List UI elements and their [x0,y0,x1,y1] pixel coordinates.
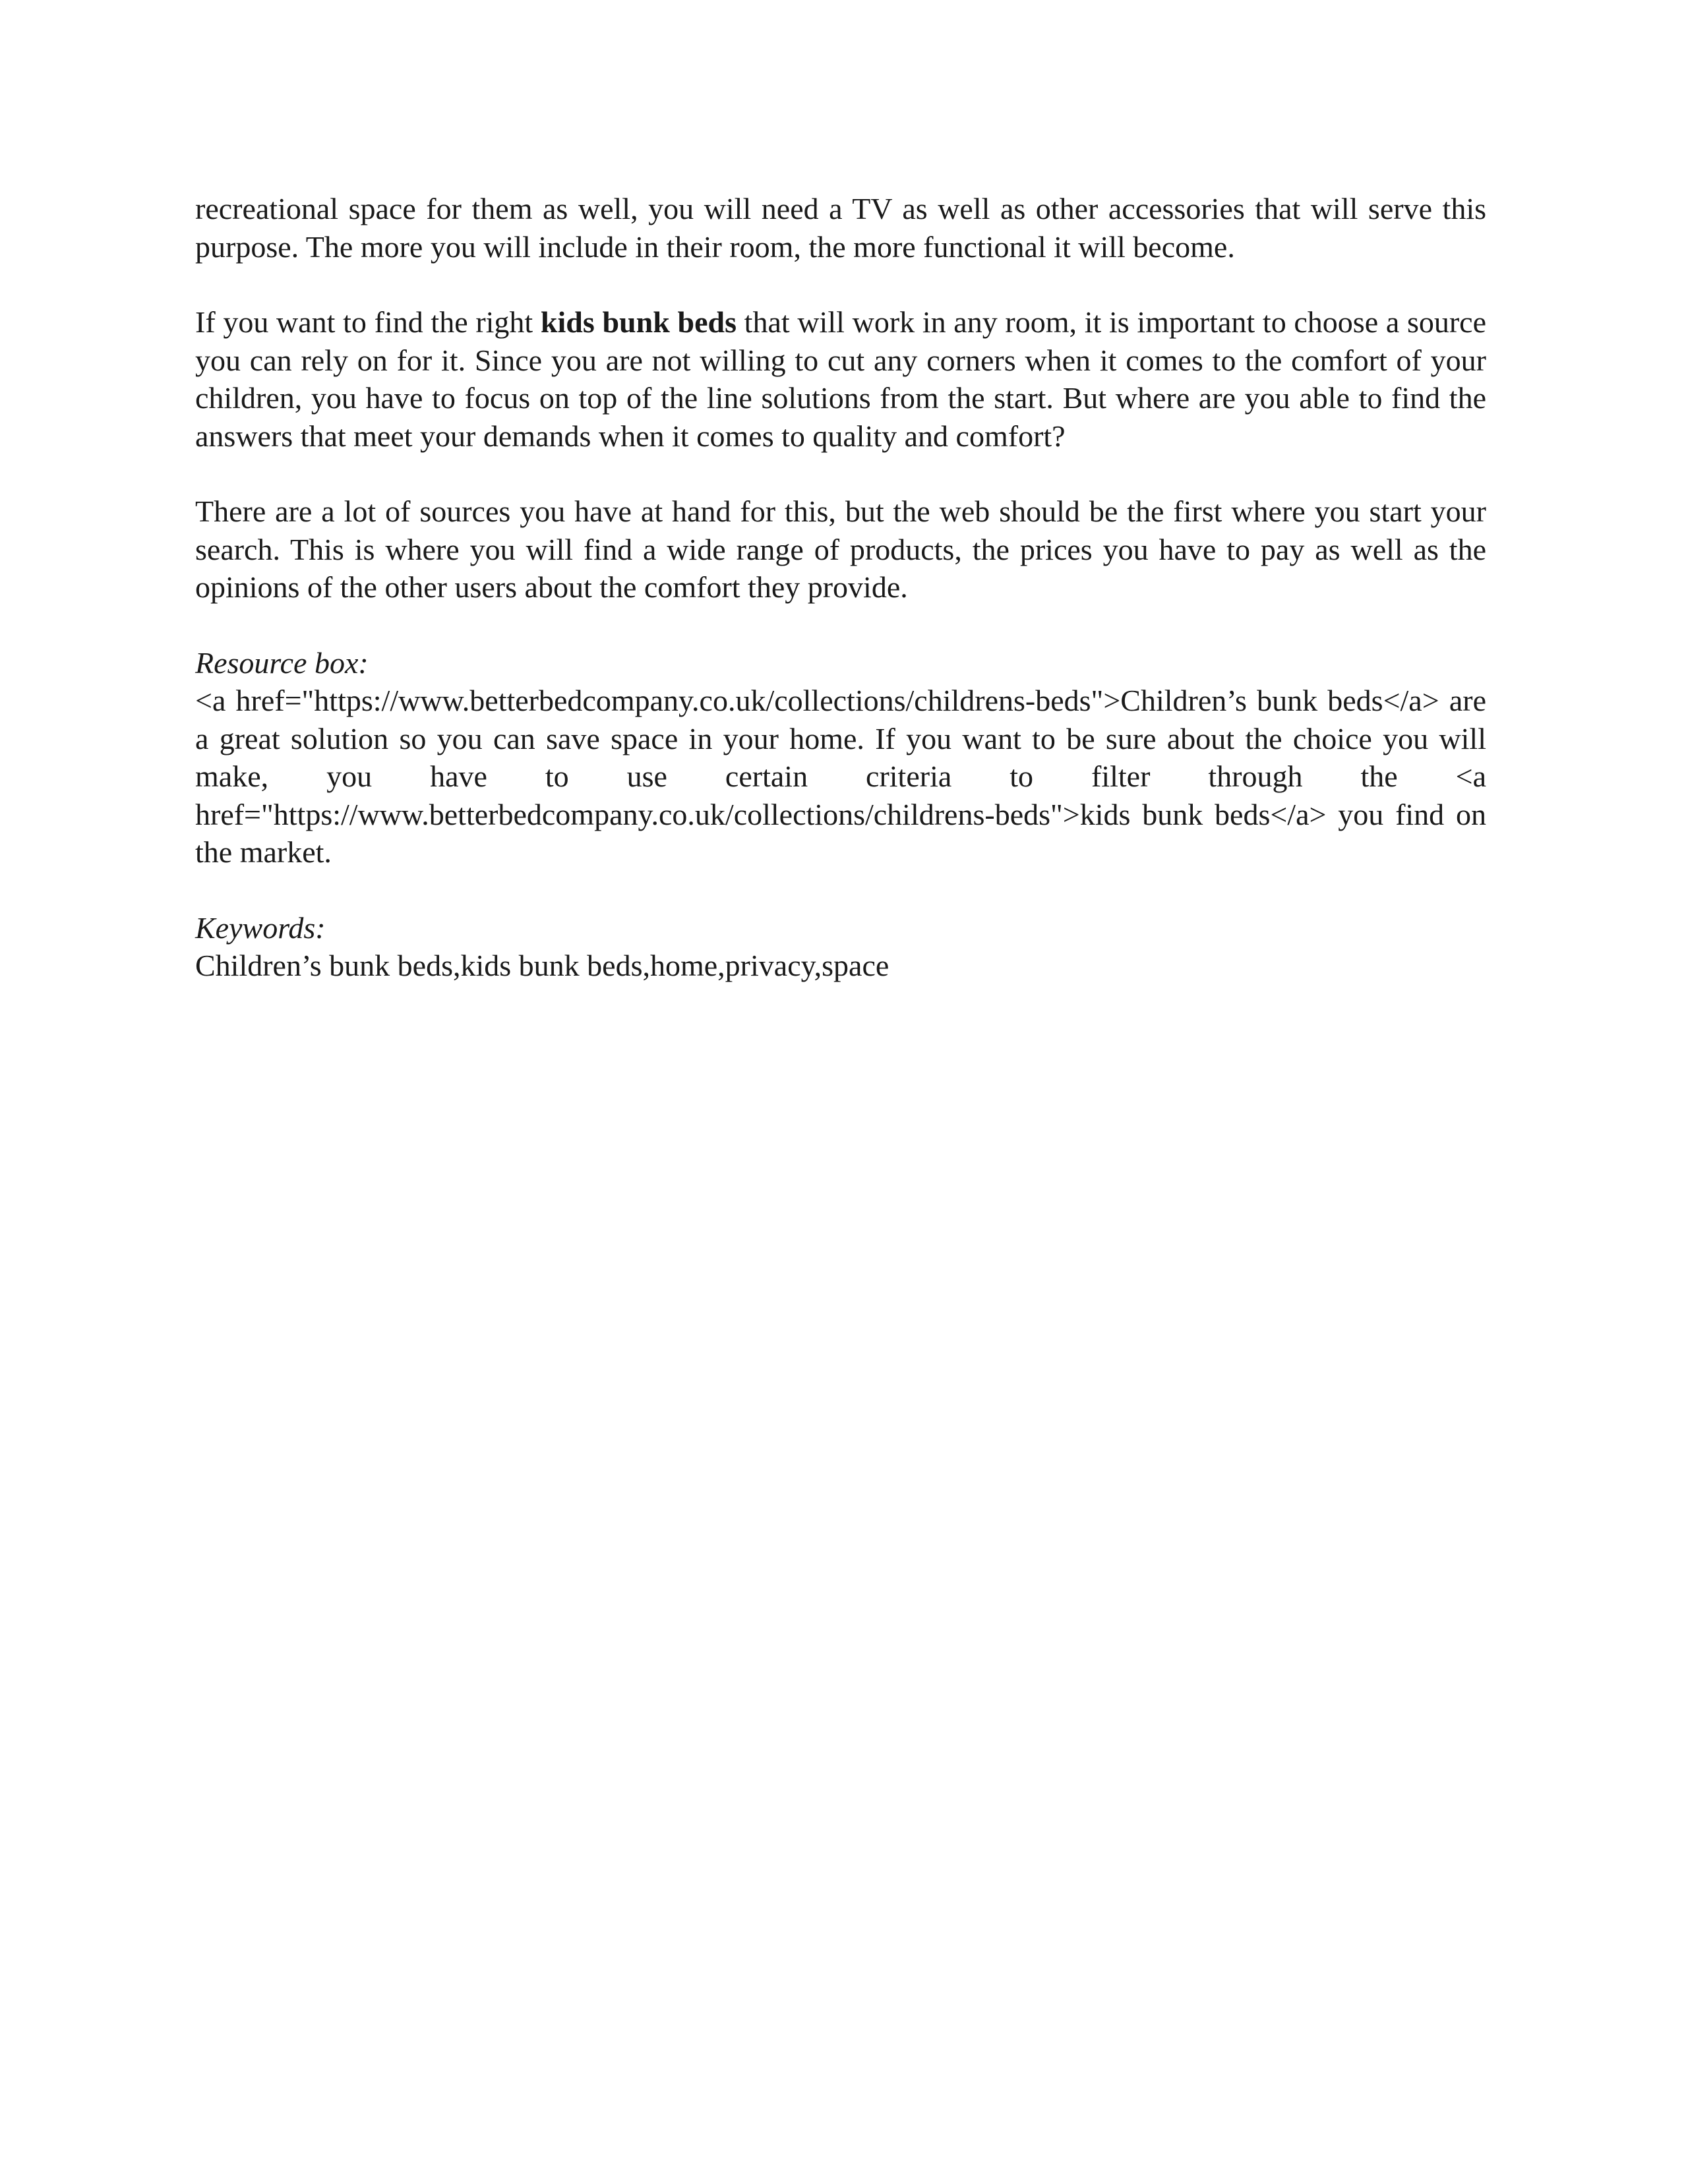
bold-keyword-kids-bunk-beds: kids bunk beds [540,305,737,339]
keywords-label: Keywords: [195,910,326,945]
paragraph-text-start: If you want to find the right [195,305,541,339]
paragraph-web-sources: There are a lot of sources you have at hand for this, but the web should be the first where you start your search. This is where you will find a wide range of products, the prices you have to pay as well as the opinions of the other users about the comfort they provide. [195,494,1486,604]
paragraph-recreational-space: recreational space for them as well, you will need a TV as well as other accessories that will serve this purpose. The more you will include in their room, the more functional it will become. [195,192,1486,264]
document-page [195,190,1486,985]
resource-box-label: Resource box: [195,645,369,680]
keywords-text: Children’s bunk beds,kids bunk beds,home,privacy,space [195,949,889,982]
resource-box [195,644,1486,871]
keywords-section [195,909,1486,985]
resource-box-text: <a href="https://www.betterbedcompany.co.uk/collections/childrens-beds">Children’s bunk beds</a> are a great solution so you can save space in your home. If you want to be sure about the choice you will make, you have to use certain criteria to filter through the <a href="https://www.betterbedcompany.co.uk/collections/childrens-beds">kids bunk beds</a> you find on the market. [195,684,1486,869]
paragraph-text-end: that will work in any room, it is important to choose a source you can rely on for it. Since you are not willing to cut any corners when it comes to the comfort of your children, you have to focus on top of the line solutions from the start. But where are you able to find the answers that meet your demands when it comes to quality and comfort? [195,305,1486,453]
paragraph-kids-bunk-beds [195,303,1486,455]
